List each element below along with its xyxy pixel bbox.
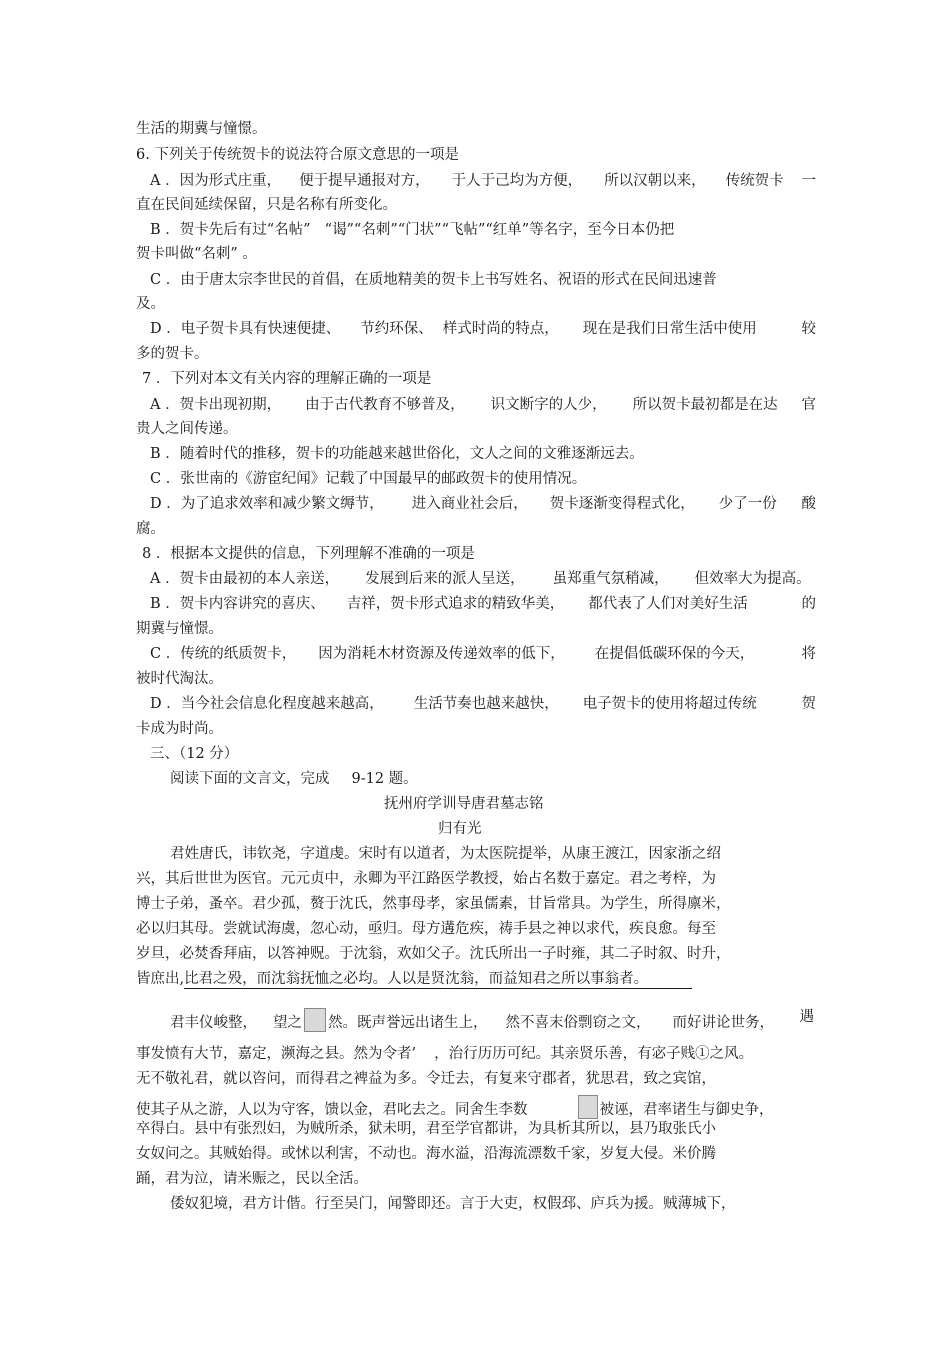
text-line: 直在民间延续保留，只是名称有所变化。 <box>136 197 397 213</box>
question-6-option-a: A ．因为形式庄重， 便于提早通报对方， 于人于己均为方便， 所以汉朝以来， 传统贺卡 一 <box>150 173 816 189</box>
question-7-stem: 7 ．下列对本文有关内容的理解正确的一项是 <box>142 371 432 387</box>
passage-title: 抚州府学训导唐君墓志铭 <box>384 796 544 812</box>
text-line: 贵人之间传递。 <box>136 421 238 437</box>
instruction: 阅读下面的文言文，完成 9-12 题。 <box>170 771 418 787</box>
passage-line: 无不敬礼君，就以咨问，而得君之裨益为多。令迁去，有复来守郡者，犹思君，致之宾馆， <box>136 1071 716 1087</box>
missing-character-image <box>578 1095 598 1119</box>
passage-line: 君姓唐氏，讳钦尧，字道虔。宋时有以道者，为太医院提举，从康王渡江，因家浙之绍 <box>170 846 721 862</box>
missing-character-image <box>304 1008 326 1032</box>
question-8-stem: 8 ．根据本文提供的信息，下列理解不准确的一项是 <box>142 546 475 562</box>
text-line: 腐。 <box>136 521 165 537</box>
question-7-option-a: A ．贺卡出现初期， 由于古代教育不够普及， 识文断字的人少， 所以贺卡最初都是在达 官 <box>150 397 816 413</box>
text-line: 多的贺卡。 <box>136 346 209 362</box>
question-6-option-d: D ．电子贺卡具有快速便捷、 节约环保、 样式时尚的特点， 现在是我们日常生活中使用 较 <box>150 321 816 337</box>
passage-line-underlined: 皆庶出,比君之殁，而沈翁抚恤之必均。人以是贤沈翁，而益知君之所以事翁者。 <box>136 970 692 989</box>
text-line: 贺卡叫做“名刺” 。 <box>136 246 257 262</box>
passage-line: 女奴问之。其贼始得。或怵以利害，不动也。海水溢，沿海流漂数千家，岁复大侵。米价腾 <box>136 1146 716 1162</box>
passage-line: 踊，君为泣，请米赈之，民以全活。 <box>136 1171 368 1187</box>
passage-line: 岁旦，必焚香拜庙，以答神贶。于沈翁，欢如父子。沈氏所出一子时雍，其二子时叙、时升， <box>136 946 731 962</box>
passage-line: 事发愤有大节，嘉定，濒海之县。然为令者’ ，治行历历可纪。其亲贤乐善，有宓子贱①之风。 <box>136 1046 754 1062</box>
passage-line: 博士子弟，蚤卒。君少孤，赘于沈氏，然事母孝，家虽儒素，甘旨常具。为学生，所得廪米， <box>136 896 731 912</box>
question-6-option-b: B ．贺卡先后有过“名帖” “谒”“名刺”“门状”“飞帖”“红单”等名字，至今日本仍把 <box>150 222 675 238</box>
text-line: 卡成为时尚。 <box>136 721 223 737</box>
text-line: 期冀与憧憬。 <box>136 621 223 637</box>
passage-line: 卒得白。县中有张烈妇，为贼所杀，狱未明，君至学官都讲，为具析其所以，县乃取张氏小 <box>136 1121 716 1137</box>
passage-line: 使其子从之游，人以为守客，馈以金，君叱去之。同舍生李数 被诬，君率诸生与御史争， <box>136 1095 774 1119</box>
question-8-option-d: D ．当今社会信息化程度越来越高， 生活节奏也越来越快， 电子贺卡的使用将超过传统 贺 <box>150 696 816 712</box>
question-6-stem: 6. 下列关于传统贺卡的说法符合原文意思的一项是 <box>136 147 459 163</box>
question-7-option-b: B ．随着时代的推移，贺卡的功能越来越世俗化，文人之间的文雅逐渐远去。 <box>150 446 644 462</box>
section-heading: 三、（12 分） <box>150 746 239 762</box>
question-6-option-c: C ．由于唐太宗李世民的首倡，在质地精美的贺卡上书写姓名、祝语的形式在民间迅速普 <box>150 272 717 288</box>
text-line: 被时代淘汰。 <box>136 671 223 687</box>
text-line: 生活的期冀与憧憬。 <box>136 121 267 137</box>
text-line: 及。 <box>136 296 165 312</box>
passage-line: 君丰仪峻整， 望之 然。既声誉远出诸生上， 然不喜末俗剽窃之文， 而好讲论世务， 遇 <box>170 1009 814 1031</box>
passage-line: 兴，其后世世为医官。元元贞中，永卿为平江路医学教授，始占名数于嘉定。君之考梓，为 <box>136 871 716 887</box>
passage-author: 归有光 <box>438 821 482 837</box>
passage-line: 必以归其母。尝就试海虞，忽心动，亟归。母方遘危疾，祷手县之神以求代，疾良愈。每至 <box>136 921 716 937</box>
passage-line: 倭奴犯境，君方计偕。行至吴门，闻警即还。言于大吏，权假邳、庐兵为援。贼薄城下， <box>170 1196 736 1212</box>
question-8-option-a: A ．贺卡由最初的本人亲送， 发展到后来的派人呈送， 虽郑重气氛稍减， 但效率大为提高。 <box>150 571 811 587</box>
question-8-option-b: B ．贺卡内容讲究的喜庆、 吉祥，贺卡形式追求的精致华美， 都代表了人们对美好生活 的 <box>150 596 816 612</box>
question-8-option-c: C ．传统的纸质贺卡， 因为消耗木材资源及传递效率的低下， 在提倡低碳环保的今天， 将 <box>150 646 816 662</box>
question-7-option-d: D ．为了追求效率和减少繁文缛节， 进入商业社会后， 贺卡逐渐变得程式化， 少了一份 酸 <box>150 496 816 512</box>
question-7-option-c: C ．张世南的《游宦纪闻》记载了中国最早的邮政贺卡的使用情况。 <box>150 471 587 487</box>
